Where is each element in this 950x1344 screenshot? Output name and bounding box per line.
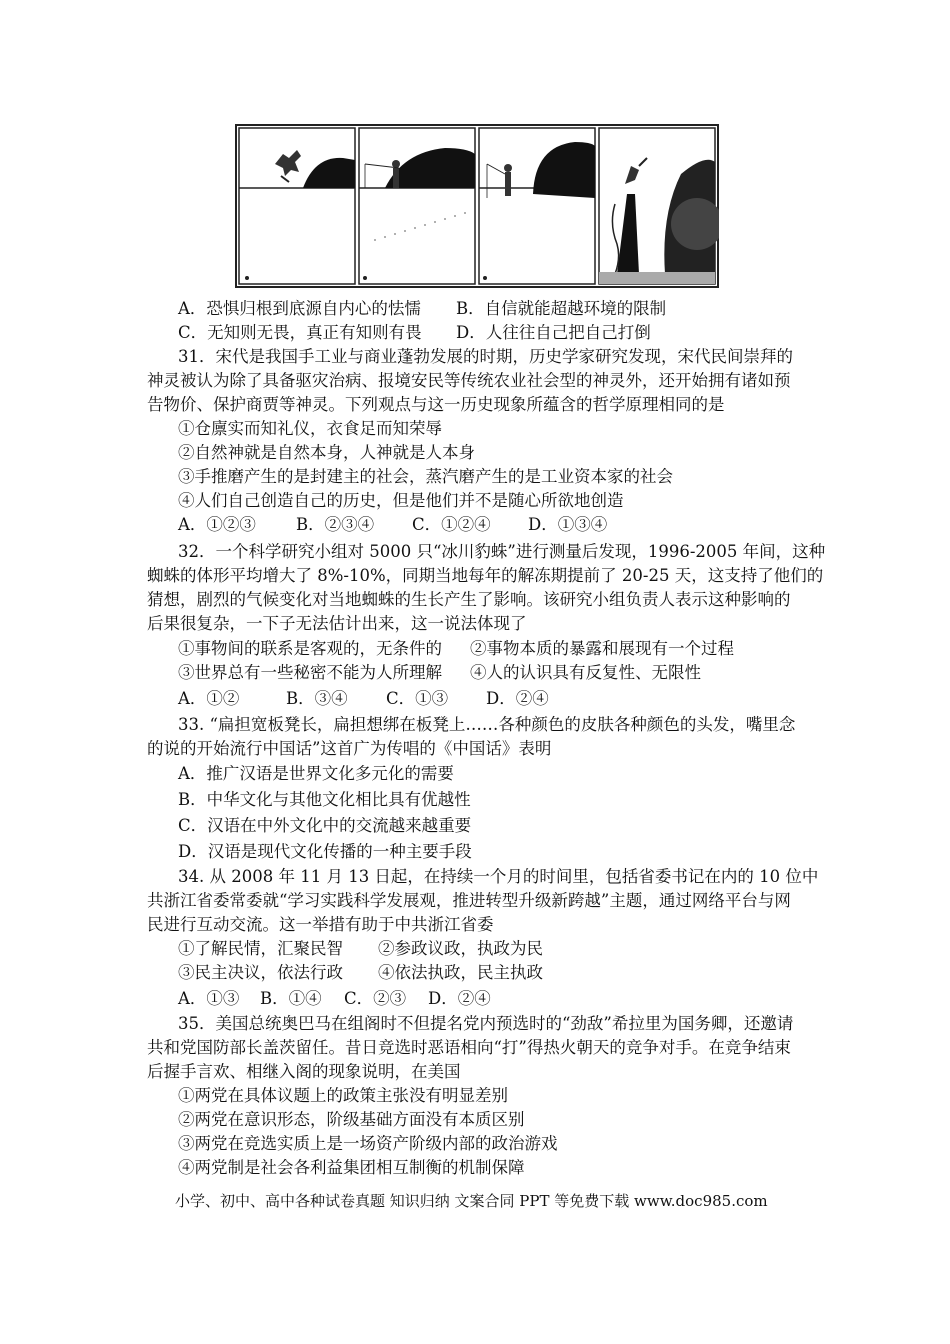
q31-item-3: ③手推磨产生的是封建主的社会，蒸汽磨产生的是工业资本家的社会 (178, 467, 673, 486)
q34-option-b: B．①④ (260, 989, 322, 1008)
comic-panel-3 (479, 128, 595, 284)
q35-stem-line-1: 35．美国总统奥巴马在组阁时不但提名党内预选时的“劲敌”希拉里为国务卿，还邀请 (178, 1014, 794, 1033)
q35-stem-line-3: 后握手言欢、相继入阁的现象说明，在美国 (147, 1062, 461, 1081)
q33-stem-line-2: 的说的开始流行中国话”这首广为传唱的《中国话》表明 (147, 739, 552, 758)
q34-item-3: ③民主决议，依法行政 (178, 963, 343, 982)
q34-option-d: D．②④ (428, 989, 491, 1008)
q32-stem-line-3: 猜想，剧烈的气候变化对当地蜘蛛的生长产生了影响。该研究小组负责人表示这种影响的 (147, 590, 791, 609)
comic-panel-2 (359, 128, 475, 284)
q31-option-d: D．①③④ (528, 515, 608, 534)
q32-item-2: ②事物本质的暴露和展现有一个过程 (470, 639, 734, 658)
comic-strip (235, 124, 719, 288)
q34-stem-line-3: 民进行互动交流。这一举措有助于中共浙江省委 (147, 915, 494, 934)
q31-item-1: ①仓廪实而知礼仪，衣食足而知荣辱 (178, 419, 442, 438)
comic-panel-1 (239, 128, 355, 284)
q32-stem-line-4: 后果很复杂，一下子无法估计出来，这一说法体现了 (147, 614, 527, 633)
q30-option-b: B．自信就能超越环境的限制 (456, 299, 667, 318)
q30-option-a: A．恐惧归根到底源自内心的怯懦 (178, 299, 421, 318)
q31-item-2: ②自然神就是自然本身，人神就是人本身 (178, 443, 475, 462)
q31-option-c: C．①②④ (412, 515, 491, 534)
q34-item-1: ①了解民情，汇聚民智 (178, 939, 343, 958)
q31-item-4: ④人们自己创造自己的历史，但是他们并不是随心所欲地创造 (178, 491, 624, 510)
q34-stem-line-2: 共浙江省委常委就“学习实践科学发展观，推进转型升级新跨越”主题，通过网络平台与网 (147, 891, 791, 910)
q34-item-2: ②参政议政，执政为民 (378, 939, 543, 958)
q33-stem-line-1: 33. “扁担宽板凳长，扁担想绑在板凳上……各种颜色的皮肤各种颜色的头发，嘴里念 (178, 715, 796, 734)
q31-stem-line-1: 31．宋代是我国手工业与商业蓬勃发展的时期，历史学家研究发现，宋代民间崇拜的 (178, 347, 793, 366)
q33-option-d: D．汉语是现代文化传播的一种主要手段 (178, 842, 472, 861)
q31-option-a: A．①②③ (178, 515, 256, 534)
q31-stem-line-3: 告物价、保护商贾等神灵。下列观点与这一历史现象所蕴含的哲学原理相同的是 (147, 395, 725, 414)
q34-stem-line-1: 34. 从 2008 年 11 月 13 日起，在持续一个月的时间里，包括省委书记在内的 10 位中 (178, 867, 819, 886)
q33-option-c: C．汉语在中外文化中的交流越来越重要 (178, 816, 472, 835)
q33-option-a: A．推广汉语是世界文化多元化的需要 (178, 764, 454, 783)
q33-option-b: B．中华文化与其他文化相比具有优越性 (178, 790, 471, 809)
q32-item-3: ③世界总有一些秘密不能为人所理解 (178, 663, 442, 682)
q35-stem-line-2: 共和党国防部长盖茨留任。昔日竞选时恶语相向“打”得热火朝天的竞争对手。在竞争结束 (147, 1038, 791, 1057)
q32-stem-line-1: 32．一个科学研究小组对 5000 只“冰川豹蛛”进行测量后发现，1996-2005 年间，这种 (178, 542, 826, 561)
q32-option-a: A．①② (178, 689, 240, 708)
q32-option-b: B．③④ (286, 689, 348, 708)
q35-item-1: ①两党在具体议题上的政策主张没有明显差别 (178, 1086, 508, 1105)
q35-item-2: ②两党在意识形态，阶级基础方面没有本质区别 (178, 1110, 525, 1129)
q32-item-1: ①事物间的联系是客观的，无条件的 (178, 639, 442, 658)
q32-stem-line-2: 蜘蛛的体形平均增大了 8%-10%，同期当地每年的解冻期提前了 20-25 天，这支持了他们的 (147, 566, 824, 585)
q30-option-d: D．人往往自己把自己打倒 (456, 323, 651, 342)
q31-stem-line-2: 神灵被认为除了具备驱灾治病、报境安民等传统农业社会型的神灵外，还开始拥有诸如预 (147, 371, 791, 390)
q32-option-c: C．①③ (386, 689, 449, 708)
q34-option-a: A．①③ (178, 989, 240, 1008)
q32-item-4: ④人的认识具有反复性、无限性 (470, 663, 701, 682)
q34-item-4: ④依法执政，民主执政 (378, 963, 543, 982)
q32-option-d: D．②④ (486, 689, 549, 708)
q35-item-4: ④两党制是社会各利益集团相互制衡的机制保障 (178, 1158, 525, 1177)
q30-option-c: C．无知则无畏，真正有知则有畏 (178, 323, 422, 342)
q35-item-3: ③两党在竞选实质上是一场资产阶级内部的政治游戏 (178, 1134, 558, 1153)
q34-option-c: C．②③ (344, 989, 407, 1008)
q31-option-b: B．②③④ (296, 515, 375, 534)
comic-panel-4 (599, 128, 719, 284)
page-footer: 小学、初中、高中各种试卷真题 知识归纳 文案合同 PPT 等免费下载 www.doc985.com (175, 1192, 768, 1210)
